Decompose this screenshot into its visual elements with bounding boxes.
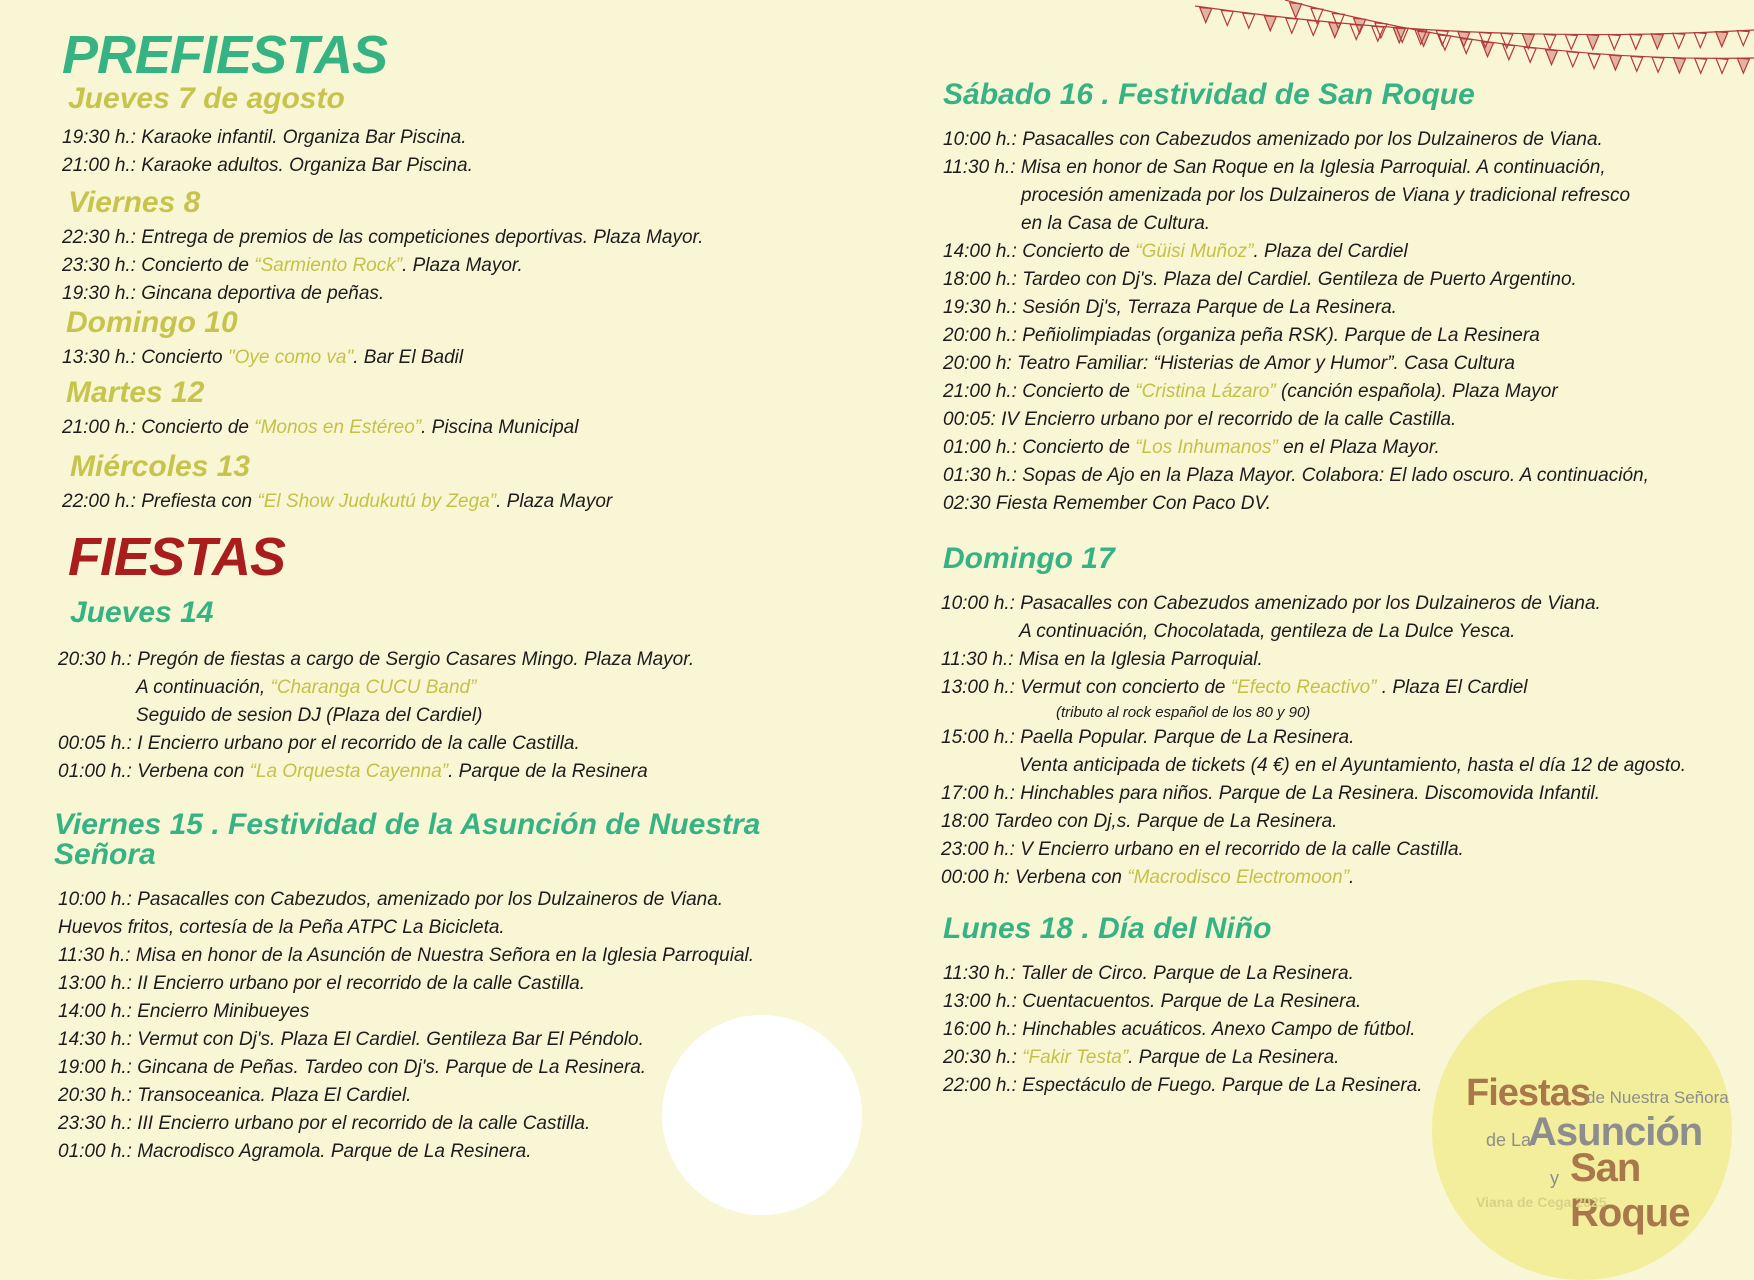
event-text: 14:00 h.: Encierro Minibueyes xyxy=(58,1001,310,1022)
bunting-flag xyxy=(1609,55,1621,70)
event-text: . Plaza Mayor. xyxy=(402,255,523,276)
day-heading: Domingo 10 xyxy=(66,306,238,339)
bunting-flag xyxy=(1565,34,1577,49)
highlight-text: “Cristina Lázaro” xyxy=(1135,381,1276,402)
event-text: 23:00 h.: V Encierro urbano en el recorrido de la calle Castilla. xyxy=(941,839,1464,860)
event-item xyxy=(58,674,818,702)
event-item xyxy=(943,434,1743,462)
event-text: 01:00 h.: Verbena con xyxy=(58,761,250,782)
event-text: (canción española). Plaza Mayor xyxy=(1275,381,1558,402)
event-text: 11:30 h.: Misa en honor de San Roque en la Iglesia Parroquial. A continuación, xyxy=(943,157,1606,178)
event-item xyxy=(58,914,818,942)
event-text: en la Casa de Cultura. xyxy=(1021,213,1211,234)
event-text: 11:30 h.: Taller de Circo. Parque de La Resinera. xyxy=(943,963,1354,984)
event-text: . Parque de la Resinera xyxy=(448,761,648,782)
white-circle-decoration xyxy=(662,1015,862,1215)
event-text: . Piscina Municipal xyxy=(421,417,579,438)
logo-de-la: de La xyxy=(1486,1130,1532,1150)
event-text: 17:00 h.: Hinchables para niños. Parque de La Resinera. Discomovida Infantil. xyxy=(941,783,1601,804)
bunting-flag xyxy=(1716,58,1728,73)
event-text: 23:30 h.: III Encierro urbano por el recorrido de la calle Castilla. xyxy=(58,1113,591,1134)
event-text: 23:30 h.: Concierto de xyxy=(62,255,255,276)
highlight-text: "Oye como va" xyxy=(227,347,354,368)
day-block xyxy=(58,596,818,786)
bunting-flag xyxy=(1329,23,1341,38)
fiestas-title: FIESTAS xyxy=(68,527,286,587)
event-item xyxy=(58,886,818,914)
bunting-flag xyxy=(1652,57,1664,72)
bunting-flag xyxy=(1673,33,1685,48)
event-text: 21:00 h.: Concierto de xyxy=(943,381,1136,402)
bunting-flag xyxy=(1200,8,1212,23)
event-item xyxy=(941,752,1743,780)
event-item xyxy=(941,590,1743,618)
bunting-flag xyxy=(1286,18,1298,33)
event-text: 19:30 h.: Gincana deportiva de peñas. xyxy=(62,283,385,304)
highlight-text: “Macrodisco Electromoon” xyxy=(1127,867,1350,888)
bunting-flag xyxy=(1630,34,1642,49)
event-item xyxy=(943,462,1743,490)
event-text: 10:00 h.: Pasacalles con Cabezudos, amenizado por los Dulzaineros de Viana. xyxy=(58,889,724,910)
bunting-flag xyxy=(1608,35,1620,50)
day-heading: Jueves 14 xyxy=(70,596,214,629)
event-text: A continuación, Chocolatada, gentileza de La Dulce Yesca. xyxy=(1019,621,1516,642)
bunting-flag xyxy=(1737,58,1749,73)
event-text: 20:00 h: Teatro Familiar: “Histerias de Amor y Humor”. Casa Cultura xyxy=(943,353,1515,374)
event-text: . Plaza del Cardiel xyxy=(1253,241,1408,262)
event-item xyxy=(943,154,1743,182)
day-heading: Domingo 17 xyxy=(943,542,1115,575)
event-text: 01:30 h.: Sopas de Ajo en la Plaza Mayor. Colabora: El lado oscuro. A continuación, xyxy=(943,465,1649,486)
event-text: 20:00 h.: Peñiolimpiadas (organiza peña RSK). Parque de La Resinera xyxy=(943,325,1540,346)
event-text: 13:00 h.: Vermut con concierto de xyxy=(941,677,1231,698)
day-block xyxy=(62,82,818,180)
event-item xyxy=(58,758,818,786)
bunting-flag xyxy=(1694,33,1706,48)
bunting-flag xyxy=(1737,31,1749,46)
logo-san-roque: San Roque xyxy=(1570,1146,1690,1235)
event-text: 19:30 h.: Sesión Dj's, Terraza Parque de La Resinera. xyxy=(943,297,1397,318)
event-text: 13:00 h.: II Encierro urbano por el recorrido de la calle Castilla. xyxy=(58,973,585,994)
event-list xyxy=(62,488,818,516)
event-item xyxy=(941,724,1743,752)
event-text: 15:00 h.: Paella Popular. Parque de La Resinera. xyxy=(941,727,1355,748)
event-item xyxy=(62,152,818,180)
event-text: A continuación, xyxy=(136,677,271,698)
event-item xyxy=(941,780,1743,808)
event-text: procesión amenizada por los Dulzaineros de Viana y tradicional refresco xyxy=(1021,185,1631,206)
bunting-flag xyxy=(1264,16,1276,31)
day-heading: Viernes 15 . Festividad de la Asunción de Nuestra Señora xyxy=(54,808,761,871)
bunting-flag xyxy=(1524,47,1536,62)
fiestas-logo xyxy=(1466,1072,1736,1235)
day-heading: Martes 12 xyxy=(66,376,205,409)
event-text: . Plaza El Cardiel xyxy=(1376,677,1528,698)
bunting-flag xyxy=(1544,34,1556,49)
right-column xyxy=(943,80,1743,1100)
event-list xyxy=(62,344,818,372)
event-item xyxy=(58,942,818,970)
bunting-flag xyxy=(1651,34,1663,49)
event-text: 11:30 h.: Misa en la Iglesia Parroquial. xyxy=(941,649,1263,670)
event-text: 16:00 h.: Hinchables acuáticos. Anexo Campo de fútbol. xyxy=(943,1019,1416,1040)
event-text: 20:30 h.: Pregón de fiestas a cargo de Sergio Casares Mingo. Plaza Mayor. xyxy=(58,649,695,670)
event-item xyxy=(941,618,1743,646)
bunting-flag xyxy=(1375,23,1387,38)
bunting-flag xyxy=(1418,31,1430,46)
day-heading: Sábado 16 . Festividad de San Roque xyxy=(943,78,1475,111)
event-text: 13:30 h.: Concierto xyxy=(62,347,228,368)
bunting-flag xyxy=(1354,18,1366,33)
event-item xyxy=(943,210,1743,238)
highlight-text: “Sarmiento Rock” xyxy=(254,255,403,276)
bunting-flag xyxy=(1587,35,1599,50)
event-text: 19:00 h.: Gincana de Peñas. Tardeo con Dj's. Parque de La Resinera. xyxy=(58,1057,647,1078)
event-text: 21:00 h.: Concierto de xyxy=(62,417,255,438)
bunting-flag xyxy=(1716,32,1728,47)
event-item xyxy=(58,730,818,758)
day-heading: Jueves 7 de agosto xyxy=(68,82,345,115)
day-heading: Lunes 18 . Día del Niño xyxy=(943,912,1272,945)
event-text: . Bar El Badil xyxy=(353,347,464,368)
left-column xyxy=(54,25,818,1166)
event-text: 18:00 h.: Tardeo con Dj's. Plaza del Cardiel. Gentileza de Puerto Argentino. xyxy=(943,269,1577,290)
event-list xyxy=(62,124,818,180)
event-item xyxy=(943,378,1743,406)
event-text: 00:05: IV Encierro urbano por el recorrido de la calle Castilla. xyxy=(943,409,1457,430)
event-item xyxy=(62,252,818,280)
day-heading: Viernes 8 xyxy=(68,186,201,219)
event-item xyxy=(62,280,818,308)
logo-de-nuestra-senora: de Nuestra Señora xyxy=(1586,1088,1729,1107)
event-text: Venta anticipada de tickets (4 €) en el Ayuntamiento, hasta el día 12 de agosto. xyxy=(1019,755,1687,776)
bunting-flag xyxy=(1243,13,1255,28)
event-item xyxy=(62,344,818,372)
event-text: 00:05 h.: I Encierro urbano por el recorrido de la calle Castilla. xyxy=(58,733,580,754)
event-item xyxy=(58,702,818,730)
event-list xyxy=(941,590,1743,892)
event-list xyxy=(58,646,818,786)
bunting-flag xyxy=(1501,33,1513,48)
highlight-text: “Los Inhumanos” xyxy=(1135,437,1278,458)
event-text: 14:00 h.: Concierto de xyxy=(943,241,1136,262)
event-text: 22:00 h.: Prefiesta con xyxy=(62,491,258,512)
event-text: 21:00 h.: Karaoke adultos. Organiza Bar Piscina. xyxy=(62,155,473,176)
event-text: 13:00 h.: Cuentacuentos. Parque de La Resinera. xyxy=(943,991,1362,1012)
event-text: 10:00 h.: Pasacalles con Cabezudos amenizado por los Dulzaineros de Viana. xyxy=(943,129,1603,150)
bunting-flag xyxy=(1631,56,1643,71)
event-text: 19:30 h.: Karaoke infantil. Organiza Bar Piscina. xyxy=(62,127,467,148)
event-text: . Plaza Mayor xyxy=(496,491,613,512)
bunting-flag xyxy=(1567,52,1579,67)
event-item xyxy=(943,490,1743,518)
event-item xyxy=(941,702,1743,724)
event-item xyxy=(943,238,1743,266)
event-text: . Parque de La Resinera. xyxy=(1128,1047,1340,1068)
highlight-text: “Charanga CUCU Band” xyxy=(270,677,477,698)
day-heading: Miércoles 13 xyxy=(70,450,251,483)
event-item xyxy=(943,182,1743,210)
bunting-flag xyxy=(1588,54,1600,69)
event-text: . xyxy=(1349,867,1355,888)
day-block xyxy=(943,80,1743,518)
logo-fiestas: Fiestas xyxy=(1466,1072,1590,1114)
highlight-text: “El Show Judukutú by Zega” xyxy=(257,491,497,512)
event-item xyxy=(62,414,818,442)
event-item xyxy=(941,808,1743,836)
event-list xyxy=(62,224,818,308)
event-item xyxy=(941,836,1743,864)
bunting-flag xyxy=(1695,58,1707,73)
event-text: Seguido de sesion DJ (Plaza del Cardiel) xyxy=(136,705,483,726)
highlight-text: “Güisi Muñoz” xyxy=(1135,241,1254,262)
day-block xyxy=(943,544,1743,892)
event-item xyxy=(943,960,1743,988)
day-block xyxy=(62,450,818,516)
event-text: 18:00 Tardeo con Dj,s. Parque de La Resinera. xyxy=(941,811,1338,832)
event-item xyxy=(943,126,1743,154)
event-item xyxy=(58,970,818,998)
highlight-text: “La Orquesta Cayenna” xyxy=(249,761,449,782)
event-item xyxy=(941,864,1743,892)
bunting-flag xyxy=(1482,42,1494,57)
event-list xyxy=(943,126,1743,518)
logo-y: y xyxy=(1550,1168,1559,1188)
event-item xyxy=(941,674,1743,702)
event-item xyxy=(943,350,1743,378)
bunting-flag xyxy=(1221,10,1233,25)
bunting-flag xyxy=(1503,45,1515,60)
event-list xyxy=(62,414,818,442)
event-text: en el Plaza Mayor. xyxy=(1277,437,1440,458)
bunting-flag xyxy=(1545,50,1557,65)
event-item xyxy=(943,266,1743,294)
logo-asuncion: Asunción xyxy=(1528,1110,1703,1154)
day-block xyxy=(62,376,818,442)
highlight-text: “Fakir Testa” xyxy=(1022,1047,1129,1068)
prefiestas-title: PREFIESTAS xyxy=(62,25,388,85)
event-text: 20:30 h.: xyxy=(943,1047,1023,1068)
event-item xyxy=(58,998,818,1026)
highlight-text: “Efecto Reactivo” xyxy=(1230,677,1377,698)
bunting-flag xyxy=(1290,3,1302,18)
day-block xyxy=(62,186,818,308)
event-text: 14:30 h.: Vermut con Dj's. Plaza El Cardiel. Gentileza Bar El Péndolo. xyxy=(58,1029,644,1050)
event-item xyxy=(62,224,818,252)
event-text: Huevos fritos, cortesía de la Peña ATPC La Bicicleta. xyxy=(58,917,505,938)
logo-place-year: Viana de Cega 2025 xyxy=(1476,1194,1607,1210)
day-block xyxy=(62,306,818,372)
event-item xyxy=(941,646,1743,674)
event-text: 01:00 h.: Macrodisco Agramola. Parque de La Resinera. xyxy=(58,1141,532,1162)
event-text: (tributo al rock español de los 80 y 90) xyxy=(1056,704,1311,721)
event-text: 11:30 h.: Misa en honor de la Asunción de Nuestra Señora en la Iglesia Parroquial. xyxy=(58,945,755,966)
event-item xyxy=(943,406,1743,434)
bunting-flag xyxy=(1673,58,1685,73)
highlight-text: “Monos en Estéreo” xyxy=(254,417,422,438)
event-text: 02:30 Fiesta Remember Con Paco DV. xyxy=(943,493,1272,514)
event-text: 22:30 h.: Entrega de premios de las competiciones deportivas. Plaza Mayor. xyxy=(62,227,704,248)
event-text: 10:00 h.: Pasacalles con Cabezudos amenizado por los Dulzaineros de Viana. xyxy=(941,593,1601,614)
event-text: 20:30 h.: Transoceanica. Plaza El Cardiel. xyxy=(58,1085,412,1106)
event-item xyxy=(943,322,1743,350)
event-item xyxy=(58,646,818,674)
event-item xyxy=(62,488,818,516)
event-item xyxy=(943,294,1743,322)
event-item xyxy=(62,124,818,152)
event-text: 22:00 h.: Espectáculo de Fuego. Parque de La Resinera. xyxy=(943,1075,1423,1096)
event-text: 01:00 h.: Concierto de xyxy=(943,437,1136,458)
event-text: 00:00 h: Verbena con xyxy=(941,867,1128,888)
